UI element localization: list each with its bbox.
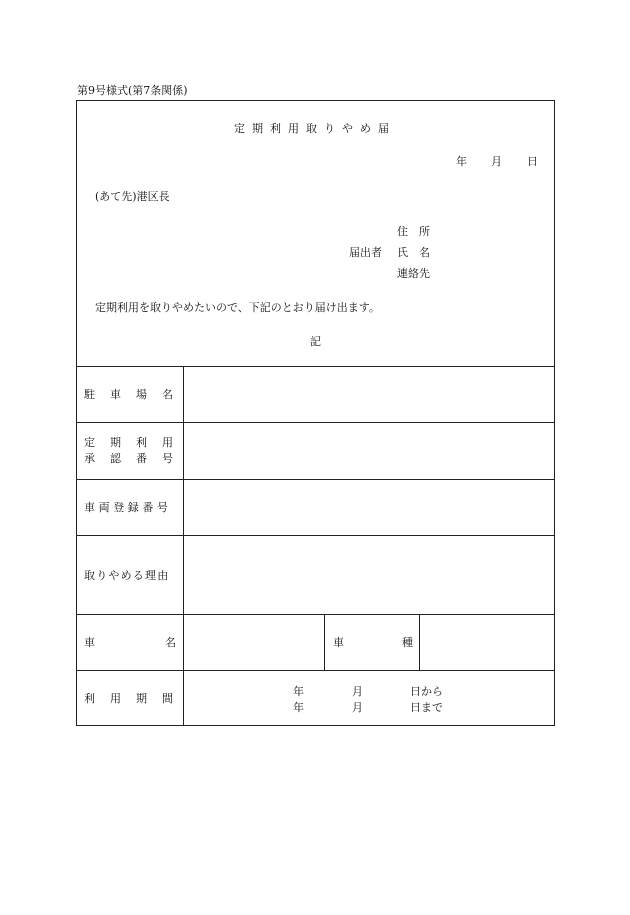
car-name-label: 車名: [84, 636, 246, 649]
approval-number-label-line2: 承認番号: [84, 452, 188, 465]
ki-note: 記: [310, 335, 321, 348]
address-label: 住 所: [397, 225, 430, 238]
car-type-label: 車種: [333, 636, 471, 649]
contact-label: 連絡先: [397, 267, 430, 280]
row-divider: [76, 479, 555, 480]
row-divider: [76, 422, 555, 423]
parking-name-label: 駐車場名: [84, 388, 188, 401]
car-name-value: [190, 628, 318, 658]
approval-number-value: [190, 436, 550, 466]
period-to-year: 年: [293, 701, 304, 714]
period-from-year: 年: [293, 685, 304, 698]
name-label: 氏 名: [397, 246, 430, 259]
addressee: (あて先)港区長: [95, 190, 170, 203]
vehicle-registration-label: 車両登録番号: [84, 501, 172, 514]
period-to-day: 日まで: [410, 701, 443, 714]
period-from-day: 日から: [410, 685, 443, 698]
vehicle-registration-value: [190, 493, 550, 523]
form-title: 定期利用取りやめ届: [234, 122, 396, 135]
row-divider: [76, 614, 555, 615]
reason-value: [190, 550, 550, 602]
approval-number-label-line1: 定期利用: [84, 436, 188, 449]
applicant-prefix: 届出者: [349, 246, 382, 259]
row-divider: [76, 535, 555, 536]
parking-name-value: [190, 380, 550, 410]
date-month-label: 月: [491, 155, 502, 168]
car-row-divider: [324, 614, 325, 670]
car-type-value: [425, 628, 550, 658]
reason-label: 取りやめる理由: [84, 569, 170, 582]
date-day-label: 日: [527, 155, 538, 168]
date-year-label: 年: [456, 155, 467, 168]
statement: 定期利用を取りやめたいので、下記のとおり届け出ます。: [95, 301, 380, 314]
period-from-month: 月: [352, 685, 363, 698]
table-top-border: [76, 366, 555, 367]
label-column-divider: [183, 366, 184, 726]
usage-period-label: 利用期間: [84, 692, 188, 705]
period-to-month: 月: [352, 701, 363, 714]
row-divider: [76, 670, 555, 671]
form-number: 第9号様式(第7条関係): [77, 84, 188, 97]
